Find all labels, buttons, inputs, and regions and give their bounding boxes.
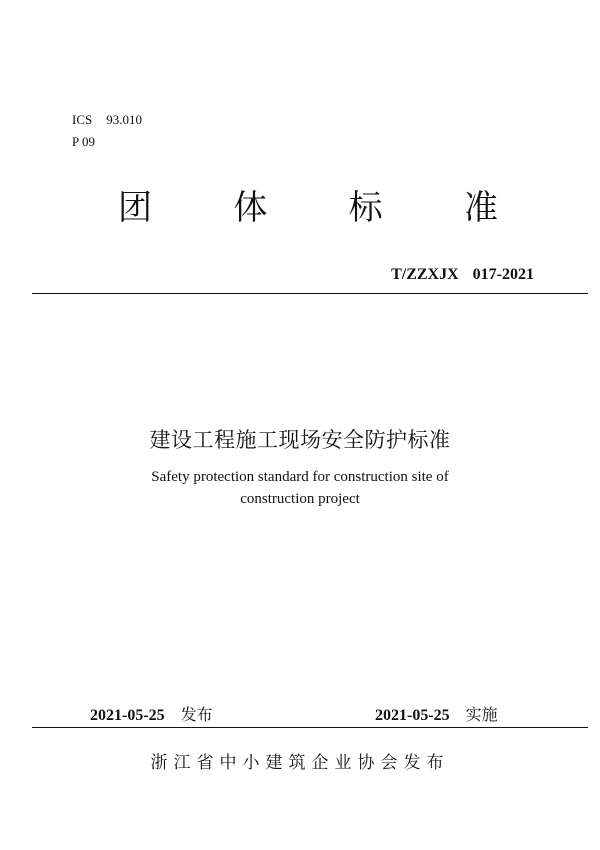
ics-value: 93.010 <box>106 112 142 127</box>
implement-date-block <box>375 702 498 725</box>
title-english-line-2: construction project <box>240 491 360 507</box>
title-chinese: 建设工程施工现场安全防护标准 <box>149 428 451 452</box>
publisher: 浙江省中小建筑企业协会发布 <box>150 753 450 773</box>
publish-date-block <box>90 702 213 725</box>
ics-classification <box>72 112 142 128</box>
category-char-2: 体 <box>233 188 268 228</box>
category-char-3: 标 <box>348 188 383 228</box>
implement-date: 2021-05-25 <box>375 707 450 724</box>
publish-label: 发布 <box>180 705 213 724</box>
standard-code-number: 017-2021 <box>472 266 534 283</box>
standard-code <box>391 266 534 284</box>
implement-label: 实施 <box>465 705 498 724</box>
top-divider <box>32 293 588 294</box>
title-english-line-1: Safety protection standard for construction site of <box>151 469 449 485</box>
category-char-4: 准 <box>463 188 498 228</box>
category-char-1: 团 <box>118 188 152 228</box>
category-title <box>118 188 498 228</box>
ics-label: ICS <box>72 112 93 127</box>
title-english <box>0 466 600 510</box>
bottom-divider <box>32 727 588 728</box>
ccs-classification: P 09 <box>72 134 95 149</box>
publish-date: 2021-05-25 <box>90 707 165 724</box>
standard-code-prefix: T/ZZXJX <box>391 266 459 283</box>
